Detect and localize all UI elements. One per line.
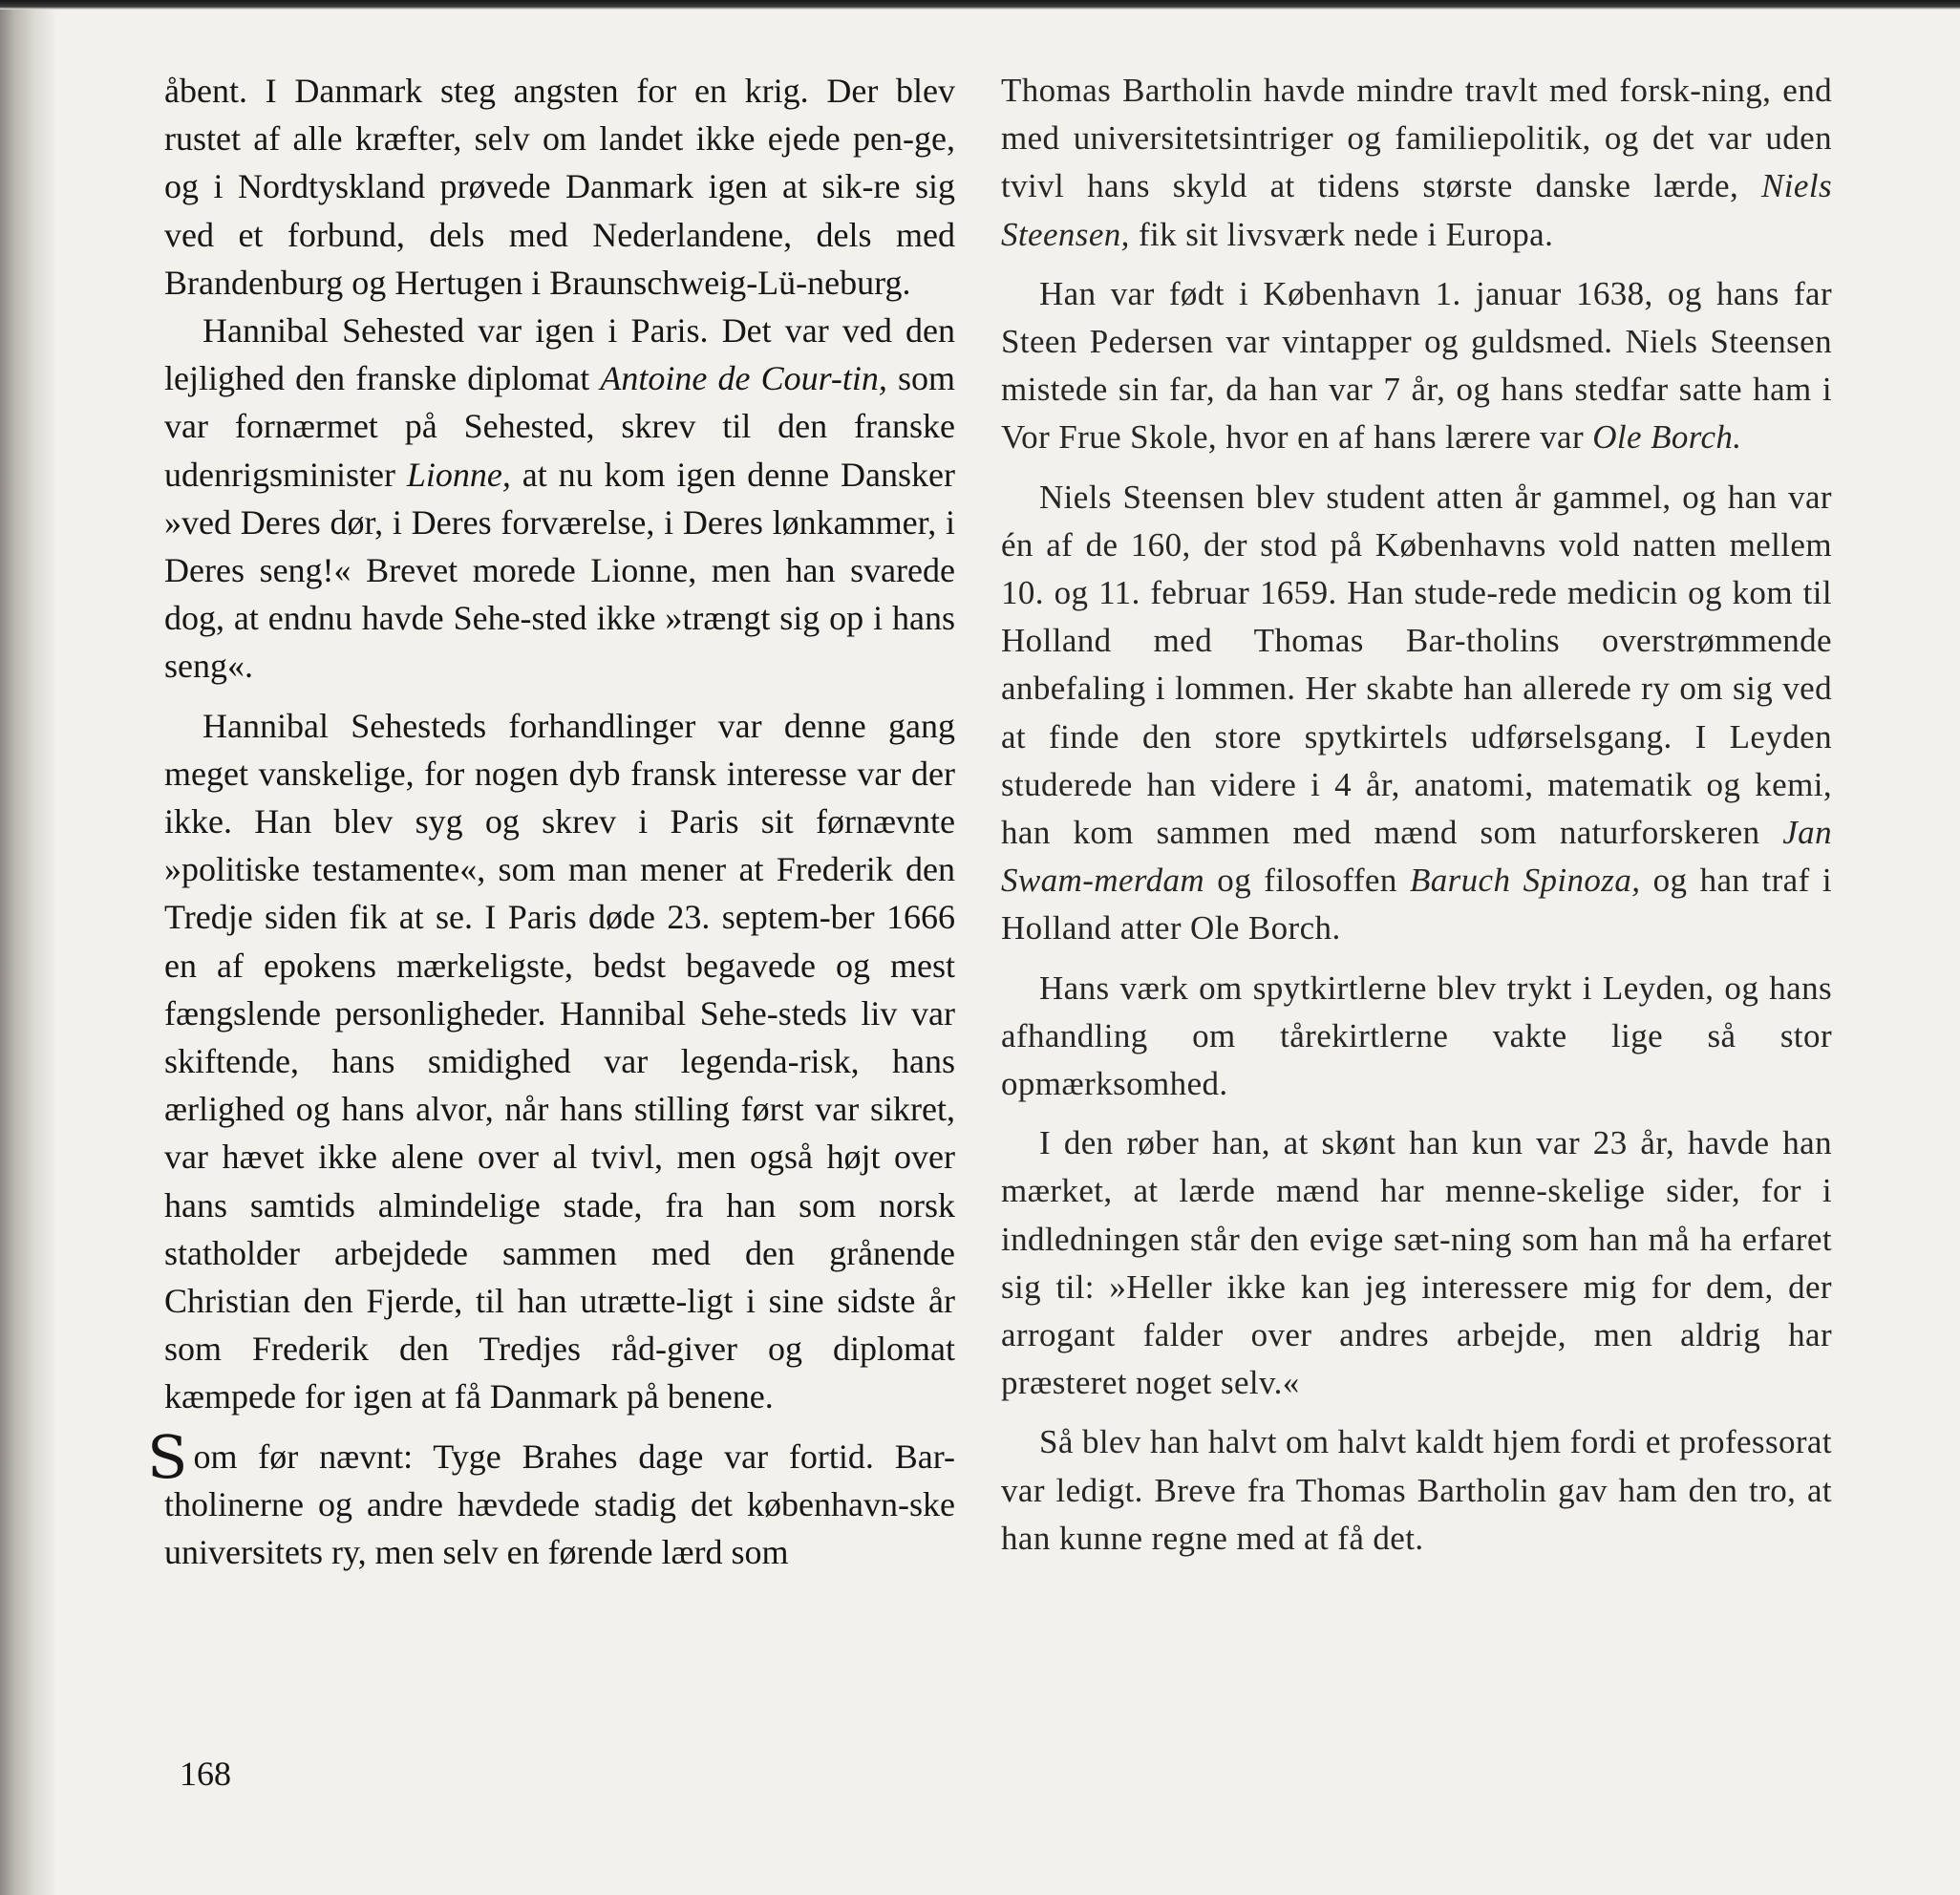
text-run: om før nævnt: Tyge Brahes dage var fortid. Bar-tholinerne og andre hævdede stadig det københavn-ske universitets ry, men selv en førende lærd som xyxy=(164,1437,955,1572)
paragraph: åbent. I Danmark steg angsten for en krig. Der blev rustet af alle kræfter, selv om landet ikke ejede pen-ge, og i Nordtyskland prøvede Danmark igen at sik-re sig ved et forbund, dels med Nederlandene, dels med Brandenburg og Hertugen i Braunschweig-Lü-neburg. xyxy=(164,72,955,302)
page-number: 168 xyxy=(180,1755,231,1793)
paragraph xyxy=(1001,270,1832,462)
left-text-column xyxy=(147,67,956,1587)
text-run: at nu kom igen denne Dansker »ved Deres dør, i Deres forværelse, i Deres lønkammer, i Deres seng!« Brevet morede Lionne, men han svarede dog, at endnu havde Sehe-sted ikke »trængt sig op i hans seng«. xyxy=(164,455,955,686)
person-name: Jan Swam-merdam xyxy=(1001,814,1832,900)
text-run: fik sit livsværk nede i Europa. xyxy=(1129,215,1554,253)
paragraph xyxy=(1001,474,1832,953)
text-run: og filosoffen xyxy=(1204,862,1410,900)
text-run: Han var født i København 1. januar 1638, og hans far Steen Pedersen var vintapper og guldsmed. Niels Steensen mistede sin far, da han var 7 år, og hans stedfar satte ham i Vor Frue Skole, hvor en af hans lærere var xyxy=(1001,274,1832,457)
text-run: Niels Steensen blev student atten år gammel, og han var én af de 160, der stod på Københavns vold natten mellem 10. og 11. februar 1659. Han stude-rede medicin og kom til Holland med Thomas Bar-tholins overstrømmende anbefaling i lommen. Her skabte han allerede ry om sig ved at finde den store spytkirtels udførselsgang. I Leyden studerede han videre i 4 år, anatomi, matematik og kemi, han kom sammen med mænd som naturforskeren xyxy=(1001,478,1832,852)
drop-cap: S xyxy=(147,1421,188,1492)
person-name: Lionne, xyxy=(406,455,511,494)
paragraph: Hans værk om spytkirtlerne blev trykt i Leyden, og hans afhandling om tårekirtlerne vakte lige så stor opmærksomhed. xyxy=(1001,969,1832,1103)
paragraph: Så blev han halvt om halvt kaldt hjem fordi et professorat var ledigt. Breve fra Thomas Bartholin gav ham den tro, at han kunne regne med at få det. xyxy=(1001,1423,1832,1557)
right-text-column xyxy=(1001,67,1832,1574)
paragraph: I den røber han, at skønt han kun var 23 år, havde han mærket, at lærde mænd har menne-skelige sider, for i indledningen står den evige sæt-ning som han må ha erfaret sig til: »Heller ikke kan jeg interessere mig for dem, der arrogant falder over andres arbejde, men aldrig har præsteret noget selv.« xyxy=(1001,1124,1832,1402)
book-binding-shadow xyxy=(0,0,57,1895)
section-opening-paragraph xyxy=(147,1421,955,1577)
paragraph xyxy=(164,307,955,691)
person-name: Baruch Spinoza, xyxy=(1409,862,1641,900)
person-name: Ole Borch. xyxy=(1592,418,1742,457)
person-name: Niels Steensen, xyxy=(1001,167,1832,253)
paragraph: Hannibal Sehesteds forhandlinger var denne gang meget vanskelige, for nogen dyb fransk interesse var der ikke. Han blev syg og skrev i Paris sit førnævnte »politiske testamente«, som man mener at Frederik den Tredje siden fik at se. I Paris døde 23. septem-ber 1666 en af epokens mærkeligste, bedst begavede og mest fængslende personligheder. Hannibal Sehe-steds liv var skiftende, hans smidighed var legenda-risk, hans ærlighed og hans alvor, når hans stilling først var sikret, var hævet ikke alene over al tvivl, men også højt over hans samtids almindelige stade, fra han som norsk statholder arbejdede sammen med den grånende Christian den Fjerde, til han utrætte-ligt i sine sidste år som Frederik den Tredjes råd-giver og diplomat kæmpede for igen at få Danmark på benene. xyxy=(164,706,955,1416)
text-run: som var fornærmet på Sehested, skrev til den franske udenrigsminister xyxy=(164,359,956,494)
text-run: Hannibal Sehested var igen i Paris. Det var ved den lejlighed den franske diplomat xyxy=(164,311,955,398)
text-run: Thomas Bartholin havde mindre travlt med forsk-ning, end med universitetsintriger og familiepolitik, og det var uden tvivl hans skyld at tidens største danske lærde, xyxy=(1001,72,1832,205)
page-top-edge xyxy=(0,0,1960,10)
person-name: Antoine de Cour-tin, xyxy=(600,359,887,398)
text-run: og han traf i Holland atter Ole Borch. xyxy=(1001,862,1832,948)
paragraph xyxy=(1001,67,1832,259)
